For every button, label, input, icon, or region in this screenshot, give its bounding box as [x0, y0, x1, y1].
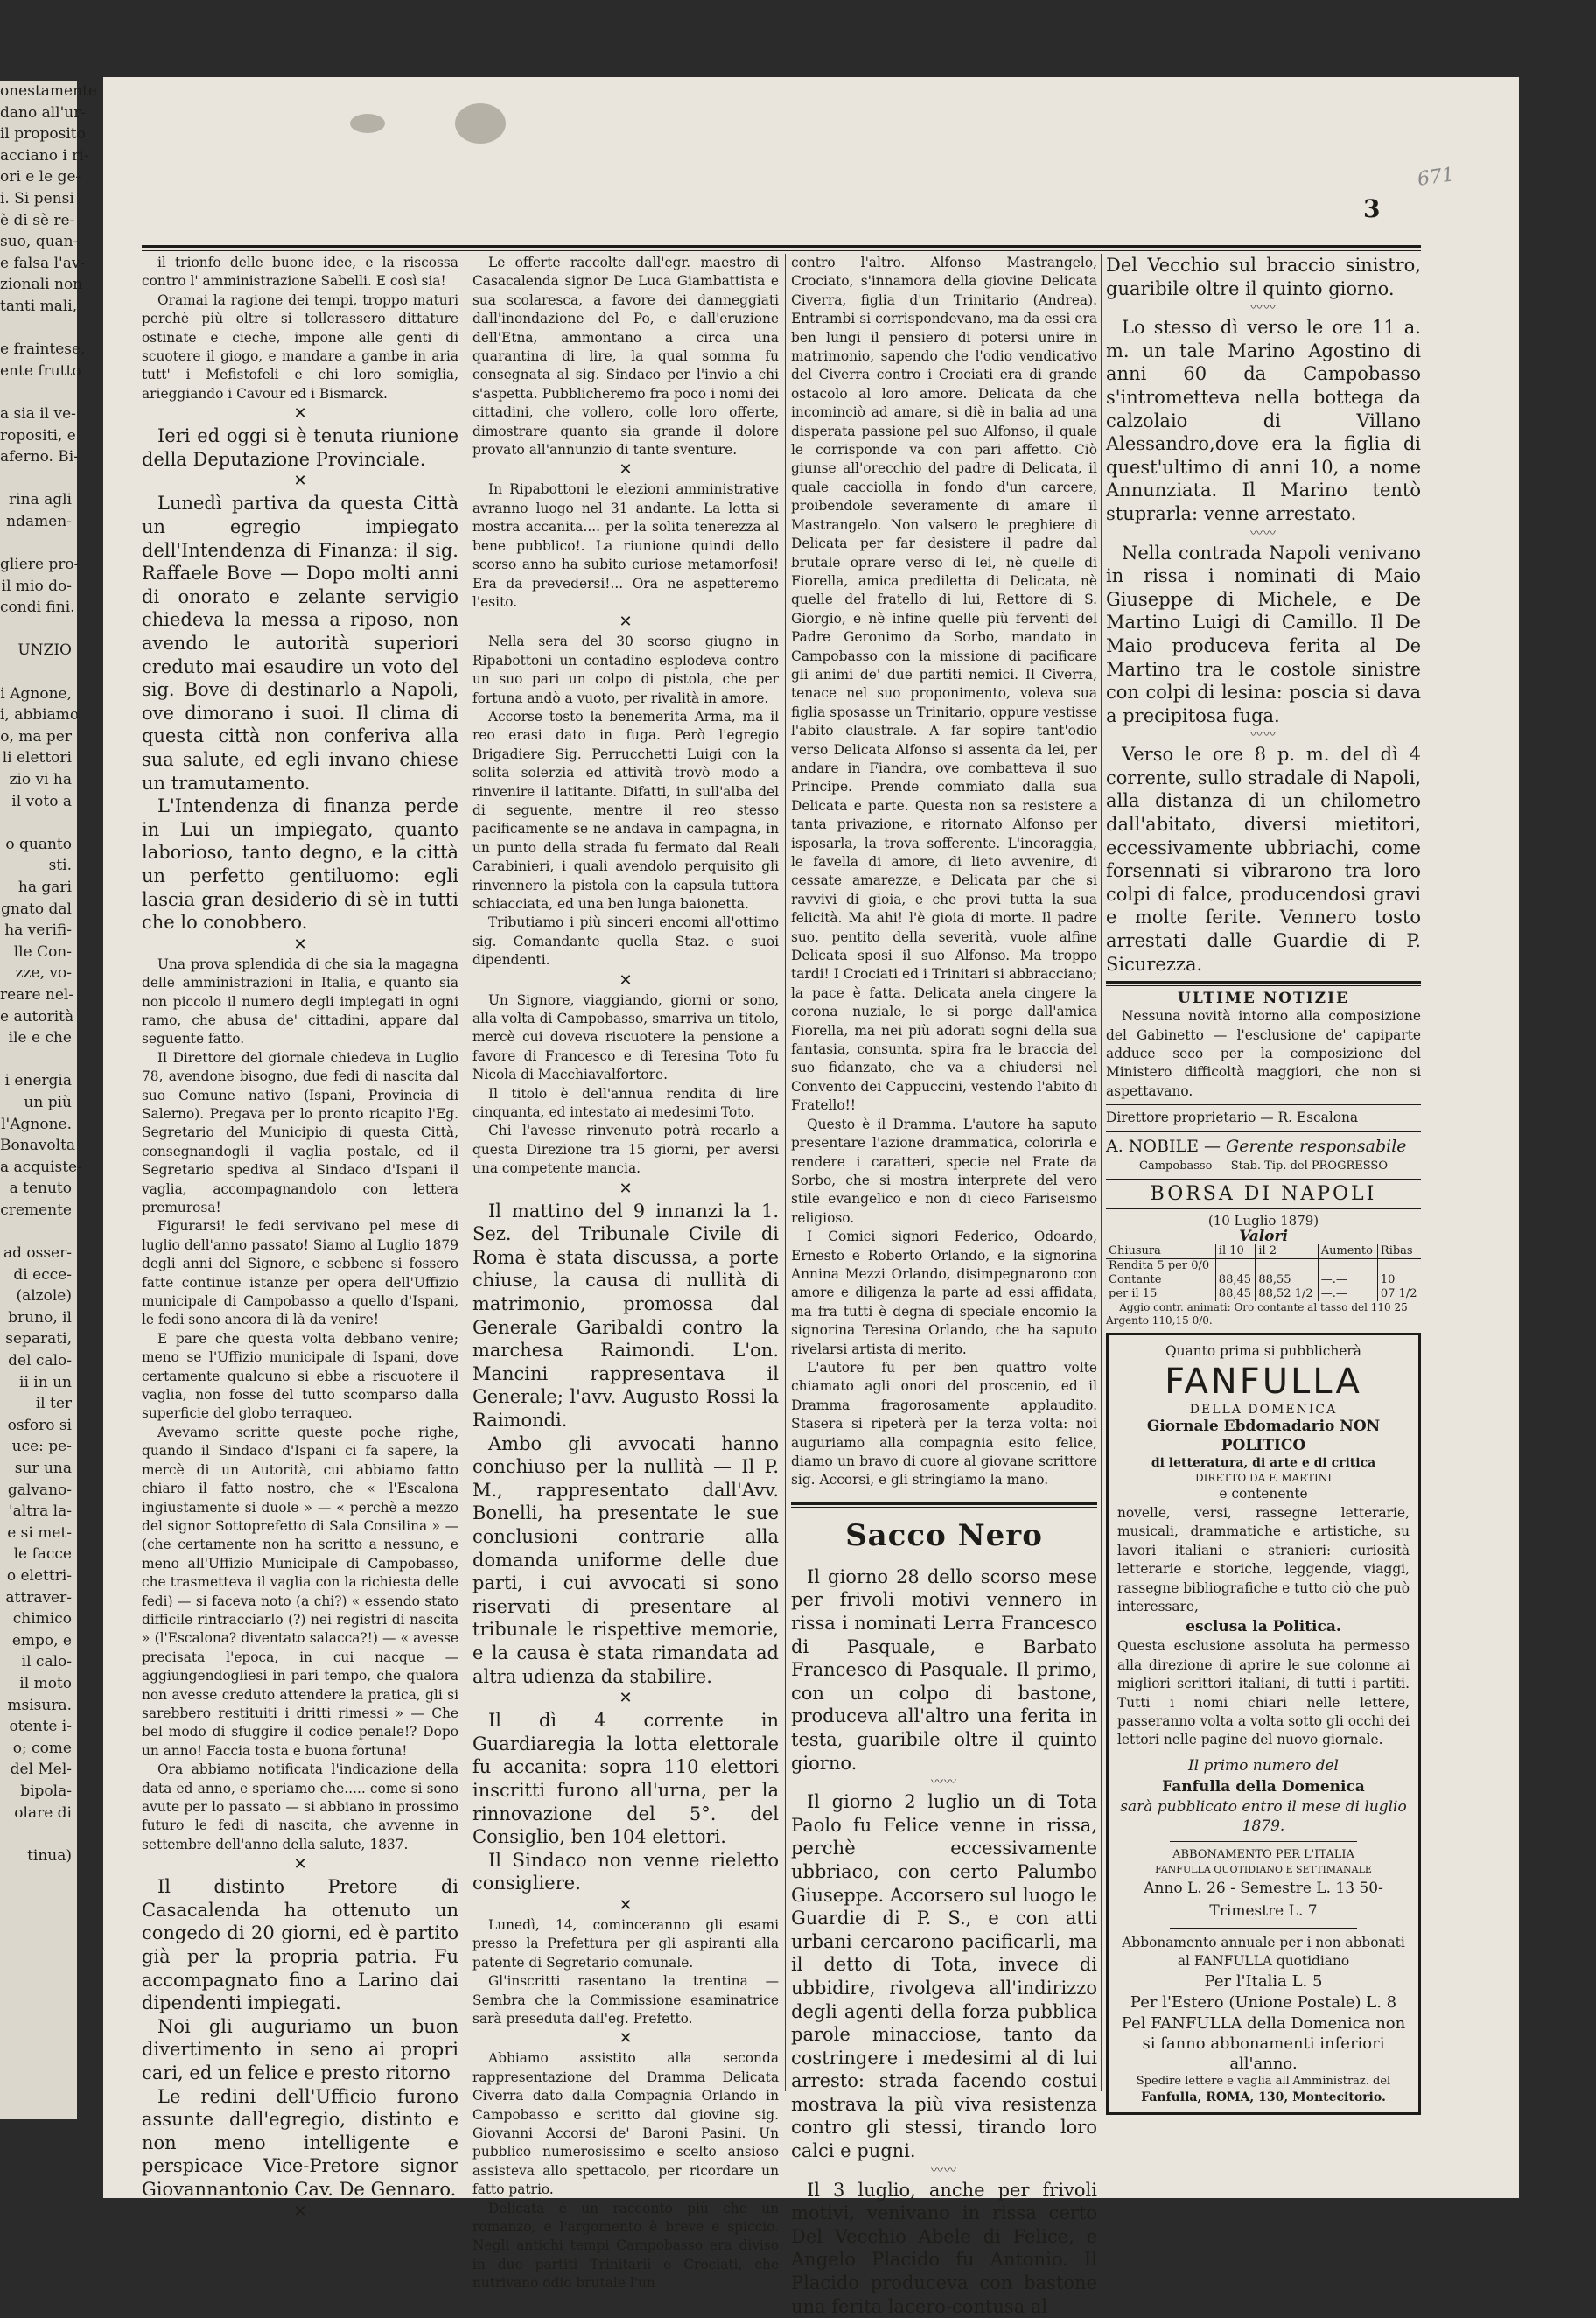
article-paragraph: contro l'altro. Alfonso Mastrangelo, Crociato, s'innamora della giovine Delicata Civerra, figlia d'un Trinitario (Andrea). Entrambi si corrispondevano, ma da essi era ben lungi il pensiero di potersi unire in matrimonio, sapendo che l'odio vendicativo del Civerra contro i Crociati era di grande ostacolo al loro amore. Delicata da che incominciò ad amare, si diè in balia ad una disperata passione pel suo Alfonso, il quale le corrisponde va con pari affetto. Ciò giunse all'orecchio del padre di Delicata, il quale cacciolla in fondo d'un carcere, proibendole severamente di amare il Mastrangelo. Non valsero le preghiere di Delicata per far desistere il padre dal brutale oprare verso di lei, nè quelle di Fiorella, amica prediletta di Delicata, nè quelle del fratello di lui, Rettore di S. Giorgio, e nè infine quelle più ferventi del Padre Geronimo da Sorbo, mandato in Campobasso con la missione di pacificare gli animi de' due partiti nemici. Il Civerra, tenace nel suo proponimento, voleva sua figlia sposasse un Trinitario, oppure vestisse l'abito claustrale. A far sopire tant'odio verso Delicata Alfonso si assenta da lei, per andare in Fiandra, ove combatteva il suo Principe. Prende commiato dalla sua Delicata e parte. Questa non sa resistere a tanta privazione, e ritornato Alfonso per isposarla, la trova sofferente. L'incoraggia, le favella di amore, di lieto avvenire, di cessate amarezze, e Delicata par che si ravvivi di gioia, e che provi tutta la sua felicità. Ma ahi! l'è gioia di morte. Il padre suo, pentito della severità, vuole alfine Delicata sposi il suo Alfonso. Ma troppo tardi! I Crociati ed i Trinitari si abbracciano; la pace è fatta. Delicata anela cingere la corona nuziale, le si porge dall'amica Fiorella, ma nei più adorati sogni della sua fantasia, consunta, spira fra le braccia del suo fidanzato, che va a chiudersi nel Convento dei Cappuccini, vestendo l'abito di Fratello!!: [791, 255, 1097, 1114]
article-paragraph: Questo è il Dramma. L'autore ha saputo presentare l'azione drammatica, colorirla e rendere i caratteri, specie nel Frate da Sorbo, che si mostra interprete del vero stile evangelico e non di cieco Fariseismo religioso.: [791, 1116, 1097, 1226]
aggio-line: Aggio contr. animati: Oro contante al tasso del 110 25: [1119, 1301, 1408, 1314]
separator-cross-icon: ✕: [619, 460, 633, 480]
ad-title: FANFULLA: [1165, 1362, 1362, 1403]
strip-line: rina agli: [9, 491, 72, 509]
column-2: [472, 254, 779, 2293]
column-4: [1106, 254, 1421, 2115]
strip-line: e fraintese,: [0, 340, 86, 359]
strip-line: empo, e: [11, 1631, 72, 1649]
strip-line: i. Si pensi: [0, 189, 74, 207]
strip-line: ha verifi-: [4, 921, 72, 940]
table-cell: [1318, 1259, 1377, 1274]
ad-line: Giornale Ebdomadario NON POLITICO: [1146, 1418, 1381, 1455]
strip-line: uce: pe-: [11, 1438, 72, 1456]
article-paragraph: Nella sera del 30 scorso giugno in Ripabottoni un contadino esplodeva contro un suo pari un colpo di pistola, che per fortuna andò a vuoto, per rivalità in amore.: [472, 634, 779, 706]
strip-line: ropositi, e: [0, 426, 76, 445]
strip-line: [0, 1221, 77, 1243]
rates-table: [1106, 1244, 1421, 1301]
article-paragraph: Un Signore, viaggiando, giorni or sono, alla volta di Campobasso, smarriva un titolo, mercè cui doveva riscuotere la pensione a favore di Francesco e di Teresina Toto fu Nicola di Macchiavalfortore.: [472, 991, 779, 1083]
strip-line: cremente: [0, 1201, 72, 1219]
separator-cross-icon: ✕: [293, 404, 307, 424]
news-title: ULTIME NOTIZIE: [1178, 990, 1349, 1008]
strip-line: Bonavolta: [0, 1137, 76, 1155]
table-cell: 10: [1377, 1273, 1421, 1287]
borsa-date: (10 Luglio 1879): [1208, 1213, 1320, 1229]
strip-line: bruno, il: [8, 1308, 72, 1327]
strip-line: le facce: [13, 1545, 72, 1564]
separator-cross-icon: ✕: [293, 2202, 307, 2221]
strip-line: ad osser-: [3, 1244, 72, 1263]
ad-line: Per l'Estero (Unione Postale) L. 8: [1130, 1992, 1397, 2012]
rule: [1106, 1104, 1421, 1105]
ad-line: DELLA DOMENICA: [1189, 1403, 1338, 1418]
printer-line: Campobasso — Stab. Tip. del PROGRESSO: [1139, 1159, 1388, 1173]
strip-line: aferno. Bi-: [0, 448, 79, 466]
pencil-mark: 671: [1416, 164, 1456, 191]
strip-line: è di sè re-: [0, 211, 75, 229]
ad-line: FANFULLA QUOTIDIANO E SETTIMANALE: [1155, 1863, 1372, 1875]
table-cell: Contante: [1109, 1273, 1162, 1287]
strip-line: del Mel-: [10, 1761, 72, 1779]
article-paragraph: L'autore fu per ben quattro volte chiamato agli onori del proscenio, ed il Dramma fragorosamente applaudito. Stasera si ripeterà per la terza volta: noi auguriamo alla compagnia esito felice, diamo un bravo di cuore al giovane scrittore sig. Accorsi, e gli stringiamo la mano.: [791, 1359, 1097, 1488]
article-paragraph: Tributiamo i più sinceri encomi all'ottimo sig. Comandante quella Staz. e suoi dipendenti.: [472, 914, 779, 969]
ornament-icon: 〰〰: [1250, 301, 1277, 316]
strip-line: bipola-: [20, 1782, 72, 1800]
strip-line: ndamen-: [6, 512, 72, 530]
separator-cross-icon: ✕: [619, 970, 633, 990]
table-row: [1106, 1287, 1421, 1301]
argento-line: Argento 110,15 0/0.: [1106, 1314, 1213, 1327]
ornament-icon: 〰〰: [1250, 728, 1277, 743]
table-cell: —.—: [1318, 1273, 1377, 1287]
strip-line: l'Agnone.: [1, 1115, 72, 1133]
table-cell: —.—: [1318, 1287, 1377, 1301]
article-paragraph: Lunedì partiva da questa Città un egregio impiegato dell'Intendenza di Finanza: il sig. Raffaele Bove — Dopo molti anni di onorato e zelante servigio chiedeva la messa a riposo, non avendo le autorità superiori creduto mai esaudire un voto del sig. Bove di destinarlo a Napoli, ove dimorano i suoi. Il clima di questa città non conferiva alla sua salute, ed egli invano chiese un tramutamento.: [142, 493, 458, 794]
separator-cross-icon: ✕: [619, 2029, 633, 2048]
article-paragraph: Il giorno 2 luglio un di Tota Paolo fu Felice venne in rissa, perchè eccessivamente ubbriaco, con certo Palumbo Giuseppe. Accorsero sul luogo le Guardie di P. S., e con atti urbani cercarono pacificarli, ma il detto di Tota, invece di ubbidire, rivolgeva all'indirizzo degli agenti della forza pubblica parole minacciose, tanto da costringere i medesimi al di lui arresto: strada facendo costui mostrava la più viva resistenza contro gli stessi, tirando loro calci e pugni.: [791, 1791, 1097, 2162]
strip-line: suo, quan-: [0, 233, 79, 251]
article-paragraph: Lunedì, 14, cominceranno gli esami presso la Prefettura per gli aspiranti alla patente di Segretario comunale.: [472, 1916, 779, 1971]
article-paragraph: Delicata è un racconto più che un romanzo, e l'argomento è breve e spiccio. Negli antichi tempi Campobasso era diviso in due partiti Trinitarii e Crociati, che nutrivano odio brutale l'un: [472, 2200, 779, 2292]
strip-line: il ter: [35, 1395, 72, 1413]
strip-line: msisura.: [7, 1696, 72, 1714]
separator-cross-icon: ✕: [293, 935, 307, 954]
stain: [350, 114, 385, 133]
strip-line: (alzole): [16, 1287, 72, 1306]
ad-line: DIRETTO DA F. MARTINI: [1195, 1472, 1332, 1485]
strip-line: gnato dal: [1, 900, 72, 918]
article-paragraph: Il titolo è dell'annua rendita di lire cinquanta, ed intestato ai medesimi Toto.: [472, 1085, 779, 1121]
separator-cross-icon: ✕: [619, 1895, 633, 1915]
article-paragraph: Il Direttore del giornale chiedeva in Luglio 78, avendone bisogno, due fedi di nascita dal suo Comune nativo (Ispani, Provincia di Salerno). Pregava per lo pronto ricapito l'Eg. Segretario del Municipio di questa Città, consegnandogli il vaglia postale, ed il Segretario spediva al Sindaco d'Ispani il vaglia, accompagnandolo con lettera premurosa!: [142, 1049, 458, 1215]
ornament-icon: 〰〰: [1250, 526, 1277, 541]
ad-line: Abbonamento annuale per i non abbonati al FANFULLA quotidiano: [1122, 1934, 1405, 1970]
table-header-row: [1106, 1244, 1421, 1259]
ad-line: Pel FANFULLA della Domenica non si fanno abbonamenti inferiori all'anno.: [1121, 2013, 1406, 2073]
table-header: Ribas: [1377, 1244, 1421, 1259]
strip-line: UNZIO: [18, 641, 72, 660]
strip-line: tanti mali,: [0, 297, 78, 315]
previous-page-strip: [0, 81, 97, 2119]
column-1: [142, 254, 458, 2223]
section-rule: [791, 1502, 1097, 1508]
article-paragraph: Figurarsi! le fedi servivano pel mese di luglio dell'anno passato! Siamo al Luglio 1879 degli anni del Signore, e sebbene si fossero fatte continue istanze per opera dell'Uffizio municipale di Campobasso a quello d'Ispani, le fedi sono ancora di là da venire!: [142, 1218, 458, 1328]
strip-line: lle Con-: [13, 942, 72, 961]
strip-line: onestamente: [0, 82, 97, 100]
ad-line: Quanto prima si pubblicherà: [1166, 1343, 1362, 1360]
table-cell: 88,55: [1256, 1273, 1318, 1287]
strip-line: o, ma per: [0, 727, 72, 746]
rule: [1170, 1841, 1357, 1842]
strip-line: del calo-: [8, 1352, 72, 1370]
strip-line: [0, 532, 77, 554]
strip-line: galvano-: [7, 1481, 72, 1499]
article-paragraph: Una prova splendida di che sia la magagna delle amministrazioni in Italia, e quanto sia non piccolo il numero degli impiegati in ogni ramo, che abusa de' cittadini, appare dal seguente fatto.: [142, 956, 458, 1047]
fanfulla-advertisement: [1106, 1333, 1421, 2115]
ad-line: novelle, versi, rassegne letterarie, musicali, drammatiche e artistiche, su lavori italiani e stranieri: curiosità letterarie e storiche, leggende, viaggi, rassegne bibliografiche e tutto ciò che può interessare,: [1117, 1504, 1410, 1614]
article-paragraph: Il distinto Pretore di Casacalenda ha ottenuto un congedo di 20 giorni, ed è partito già per la propria patria. Fu accompagnato fino a Larino dai dipendenti impiegati.: [142, 1876, 458, 2014]
strip-line: sti.: [48, 857, 72, 875]
strip-line: e autorità: [0, 1007, 74, 1026]
strip-line: osforo si: [7, 1416, 72, 1434]
manager-name: A. NOBILE: [1106, 1136, 1199, 1156]
table-cell: [1377, 1259, 1421, 1274]
strip-line: un più: [24, 1093, 72, 1111]
ad-line: e contenente: [1219, 1486, 1308, 1502]
strip-line: i, abbiamo: [0, 706, 80, 725]
ad-line: Fanfulla della Domenica: [1162, 1777, 1365, 1796]
column-rule: [465, 254, 466, 2091]
ad-line: ABBONAMENTO PER L'ITALIA: [1172, 1847, 1354, 1861]
column-3: [791, 254, 1097, 2318]
ad-line: Fanfulla, ROMA, 130, Montecitorio.: [1141, 2090, 1386, 2104]
separator-cross-icon: ✕: [293, 1855, 307, 1874]
table-cell: per il 15: [1109, 1287, 1158, 1301]
section-title: Sacco Nero: [845, 1517, 1043, 1553]
strip-line: gliere pro-: [0, 556, 80, 574]
table-cell: 88,45: [1215, 1273, 1256, 1287]
strip-line: i Agnone,: [0, 684, 72, 703]
separator-cross-icon: ✕: [619, 613, 633, 632]
table-cell: [1256, 1259, 1318, 1274]
strip-line: [0, 1824, 77, 1845]
strip-line: o elettri-: [6, 1566, 72, 1585]
article-paragraph: Le offerte raccolte dall'egr. maestro di Casacalenda signor De Luca Giambattista e sua scolaresca, a favore dei danneggiati dall'inondazione del Po, e dall'eruzione dell'Etna, ammontano a circa una quarantina di lire, la qual somma fu consegnata al sig. Sindaco per l'invio a chi s'aspetta. Pubblicheremo fra poco i nomi dei cittadini, che vollero, colle loro offerte, dimostrare quanto sia grande il dolore provato all'annunzio di tante sventure.: [472, 255, 779, 459]
table-cell: 88,52 1/2: [1256, 1287, 1318, 1301]
strip-line: separati,: [5, 1330, 72, 1348]
article-paragraph: Accorse tosto la benemerita Arma, ma il reo erasi dato in fuga. Però l'egregio Brigadiere Sig. Perrucchetti Luigi con la solita solerzia ed attività trovò modo a rinvenire il latitante. Difatti, in sull'alba del di seguente, mentre il reo stesso pacificamente se ne andava in campagna, in un punto della strada fu fermato dal Reali Carabinieri, i quali avendolo perquisito gli rinvennero la pistola con la capsula tuttora schiacciata, ed una ben lunga baionetta.: [472, 708, 779, 912]
strip-line: ente frutto: [0, 361, 81, 380]
strip-line: [0, 468, 77, 490]
ad-line: sarà pubblicato entro il mese di luglio 1879.: [1120, 1797, 1407, 1835]
article-paragraph: Ieri ed oggi si è tenuta riunione della Deputazione Provinciale.: [142, 425, 458, 470]
article-paragraph: Il giorno 28 dello scorso mese per frivoli motivi vennero in rissa i nominati Lerra Francesco di Pasquale, e Barbato Francesco di Pasquale. Il primo, con un colpo di bastone, produceva all'altro una ferita in testa, guaribile oltre il quinto giorno.: [791, 1565, 1097, 1774]
article-paragraph: Ora abbiamo notificata l'indicazione della data ed anno, e speriamo che..... come si sono avute per lo passato — si abbiano in prossimo futuro le fedi di nascita, che avvenne in settembre dell'anno della salute, 1837.: [142, 1761, 458, 1852]
table-header: il 10: [1215, 1244, 1256, 1259]
manager-line: [1106, 1136, 1421, 1157]
strip-line: olare di: [14, 1803, 72, 1822]
strip-line: di ecce-: [13, 1265, 72, 1284]
table-header: Aumento: [1318, 1244, 1377, 1259]
rule: [1106, 1208, 1421, 1209]
article-paragraph: Chi l'avesse rinvenuto potrà recarlo a questa Direzione tra 15 giorni, per aversi una competente mancia.: [472, 1123, 779, 1177]
ad-line: Questa esclusione assoluta ha permesso alla direzione di aprire le sue colonne ai migliori scrittori italiani, di tutti i partiti. Tutti i nomi chiari nelle lettere, passeranno volta a volta sotto gli occhi dei lettori nelle pagine del nuovo giornale.: [1117, 1638, 1410, 1748]
table-header: Chiusura: [1106, 1244, 1215, 1259]
article-paragraph: il trionfo delle buone idee, e la riscossa contro l' amministrazione Sabelli. E così sia!: [142, 255, 458, 290]
article-paragraph: I Comici signori Federico, Odoardo, Ernesto e Roberto Orlando, e la signorina Annina Mezzi Orlando, disimpegnarono con amore e diligenza la parte ad essi affidata, ma fra tutti è degna di speciale encomio la signorina Teresina Orlando, che ha saputo rivelarsi artista di merito.: [791, 1229, 1097, 1357]
article-paragraph: Le redini dell'Ufficio furono assunte dall'egregio, distinto e non meno intelligente e perspicace Vice-Pretore signor Giovannantonio Cav. De Gennaro.: [142, 2085, 458, 2200]
strip-line: il calo-: [21, 1653, 72, 1671]
strip-line: il proposito: [0, 125, 86, 144]
strip-line: sur una: [14, 1460, 72, 1477]
strip-line: ile e che: [8, 1029, 72, 1047]
page-number: 3: [1363, 194, 1381, 223]
rule: [1106, 1131, 1421, 1132]
strip-line: condi fini.: [0, 599, 75, 617]
article-paragraph: L'Intendenza di finanza perde in Lui un impiegato, quanto laborioso, tanto degno, e la città un perfetto gentiluomo: egli lascia gran desiderio di sè in tutti che lo conobbero.: [142, 795, 458, 934]
ad-line: Spedire lettere e vaglia all'Amministraz. del: [1136, 2074, 1391, 2088]
rule: [1170, 1928, 1357, 1929]
separator-cross-icon: ✕: [293, 472, 307, 491]
strip-line: ori e le ge-: [0, 168, 81, 186]
article-paragraph: Il 3 luglio, anche per frivoli motivi, venivano in rissa certo Del Vecchio Abele di Felice, e Angelo Placido fu Antonio. Il Placido produceva con bastone una ferita lacero-contusa al: [791, 2179, 1097, 2317]
article-paragraph: Il Sindaco non venne rieletto consigliere.: [472, 1849, 779, 1894]
strip-line: il moto: [19, 1674, 72, 1692]
ornament-icon: 〰〰: [931, 1775, 957, 1790]
article-paragraph: Nella contrada Napoli venivano in rissa i nominati di Maio Giuseppe di Michele, e De Martino Luigi di Camillo. Il De Maio produceva ferita al De Martino tra le costole sinistre con colpi di lesina: poscia si dava a precipitosa fuga.: [1106, 542, 1421, 726]
strip-line: e falsa l'av-: [0, 254, 86, 272]
article-paragraph: Verso le ore 8 p. m. del dì 4 corrente, sullo stradale di Napoli, alla distanza di un chilometro dall'abitato, diversi mietitori, eccessivamente ubbriachi, come forsennati si vibrarono tra loro colpi di falce, producendosi gravi e molte ferite. Vennero tosto arrestati dalle Guardie di P. Sicurezza.: [1106, 744, 1421, 975]
strip-line: tinua): [27, 1846, 72, 1865]
article-paragraph: In Ripabottoni le elezioni amministrative avranno luogo nel 31 andante. La lotta si mostra accanita.... per la solita tenerezza al bene pubblico!. La riunione quindi dello scorso anno ha subito curiose metamorfosi! Era da prevedersi!... Ora ne aspetteremo l'esito.: [472, 481, 779, 610]
news-paragraph: Nessuna novità intorno alla composizione del Gabinetto — l'esclusione de' capiparte adduce seco per la composizione del Ministero difficoltà maggiori, che non si aspettavano.: [1106, 1008, 1421, 1099]
valori-label: Valori: [1239, 1228, 1288, 1246]
table-cell: [1215, 1259, 1256, 1274]
strip-line: a sia il ve-: [0, 404, 76, 423]
ad-line: di letteratura, di arte e di critica: [1151, 1456, 1376, 1471]
table-cell: Rendita 5 per 0/0: [1109, 1259, 1210, 1273]
ad-line: esclusa la Politica.: [1186, 1618, 1341, 1636]
separator-cross-icon: ✕: [619, 1179, 633, 1198]
strip-line: li elettori: [2, 749, 72, 767]
strip-line: a tenuto: [9, 1180, 72, 1198]
strip-line: zze, vo-: [15, 964, 72, 983]
table-header: il 2: [1256, 1244, 1318, 1259]
strip-line: attraver-: [5, 1588, 72, 1607]
article-paragraph: Abbiamo assistito alla seconda rappresentazione del Dramma Delicata Civerra dato dalla Compagnia Orlando in Campobasso e scritto dal giovine sig. Giovanni Accorsi de' Baroni Pasini. Un pubblico numerosissimo e scelto ansioso assisteva allo spettacolo, per ricordare un fatto patrio.: [472, 2050, 779, 2198]
strip-line: ha gari: [18, 878, 72, 896]
ad-line: Per l'Italia L. 5: [1204, 1971, 1323, 1991]
strip-line: i energia: [4, 1072, 72, 1090]
article-paragraph: Del Vecchio sul braccio sinistro, guaribile oltre il quinto giorno.: [1106, 255, 1421, 299]
article-paragraph: Noi gli auguriamo un buon divertimento in seno ai propri cari, ed un felice e presto ritorno: [142, 2015, 458, 2083]
strip-line: [0, 1049, 77, 1071]
strip-line: [0, 662, 77, 683]
director-line: Direttore proprietario — R. Escalona: [1106, 1110, 1359, 1126]
ornament-icon: 〰〰: [931, 2163, 957, 2178]
strip-line: a acquiste-: [0, 1158, 82, 1176]
strip-line: e si met-: [7, 1523, 72, 1542]
strip-line: zio vi ha: [9, 771, 72, 788]
stain: [455, 103, 506, 144]
table-cell: 88,45: [1215, 1287, 1256, 1301]
rule: [1106, 1179, 1421, 1180]
strip-line: [0, 382, 77, 403]
article-paragraph: Il mattino del 9 innanzi la 1. Sez. del Tribunale Civile di Roma è stata discussa, a porte chiuse, la causa di nullità di matrimonio, promossa dal Generale Garibaldi contro la marchesa Raimondi. L'on. Mancini rappresentava il Generale; l'avv. Augusto Rossi la Raimondi.: [472, 1200, 779, 1432]
article-paragraph: Oramai la ragione dei tempi, troppo maturi perchè più oltre si tollerassero dittature ostinate e cieche, impone alle genti di scuotere il giogo, e mandare a gambe in aria tutt' i Mefistofeli e chi loro somiglia, arieggiando i Cavour ed i Bismarck.: [142, 291, 458, 402]
article-paragraph: Il dì 4 corrente in Guardiaregia la lotta elettorale fu accanita: sopra 110 elettori inscritti furono all'urna, per la rinnovazione del 5°. del Consiglio, ben 104 elettori.: [472, 1710, 779, 1848]
strip-line: acciano i ri-: [0, 146, 89, 165]
strip-line: 'altra la-: [8, 1502, 72, 1521]
strip-line: dano all'ur-: [0, 103, 87, 122]
strip-line: [0, 619, 77, 641]
table-cell: 07 1/2: [1377, 1287, 1421, 1301]
table-row: [1106, 1259, 1421, 1274]
section-rule: [1106, 981, 1421, 986]
table-row: [1106, 1273, 1421, 1287]
strip-line: chimico: [12, 1610, 72, 1628]
strip-line: o quanto: [5, 835, 72, 853]
ad-line: Il primo numero del: [1188, 1756, 1339, 1775]
strip-line: zionali non: [0, 276, 83, 294]
strip-line: [0, 812, 77, 834]
borsa-title: BORSA DI NAPOLI: [1150, 1183, 1377, 1206]
strip-line: ii in un: [19, 1373, 72, 1391]
article-paragraph: E pare che questa volta debbano venire; meno se l'Uffizio municipale di Ispani, dove certamente qualcuno si ebbe a riscuotere il vaglia, non fosse del tutto scomparso dalla superficie del globo terraqueo.: [142, 1330, 458, 1422]
ad-line: Anno L. 26 - Semestre L. 13 50- Trimestre L. 7: [1144, 1879, 1383, 1920]
column-rule: [1101, 254, 1102, 2091]
article-paragraph: Avevamo scritte queste poche righe, quando il Sindaco d'Ispani ci fa sapere, la mercè di un Autorità, cui abbiamo fatto chiaro il fatto nostro, che « l'Escalona ingiustamente si duole » — « perchè a mezzo del signor Sottoprefetto di Sala Consilina » — (che certamente non ha scritto a nessuno, e meno all'Uffizio Municipale di Campobasso, che trasmetteva il vaglia con la richiesta delle fedi) — si faceva noto (a chi?) « essendo stato difficile rintracciarlo (?) nei registri di nascita » (l'Escalona? diventato salacca?!) — « avesse precisata l'epoca, in cui nacque — aggiungendogliesi in pari tempo, che qualora non avesse creduto attendere la pratica, gli si sarebbero restituiti i dritti rimessi » — Che bel modo di sfuggire il codice penale!? Dopo un anno! Faccia tosta e buona fortuna!: [142, 1424, 458, 1759]
manager-role: — Gerente responsabile: [1204, 1136, 1407, 1156]
separator-cross-icon: ✕: [619, 1689, 633, 1708]
strip-line: o; come: [12, 1739, 72, 1757]
top-rule: [142, 245, 1421, 251]
article-paragraph: Lo stesso dì verso le ore 11 a. m. un tale Marino Agostino di anni 60 da Campobasso s'intrometteva nella bottega da calzolaio di Villano Alessandro,dove era la figlia di quest'ultimo di anni 10, a nome Annunziata. Il Marino tentò stuprarla: venne arrestato.: [1106, 317, 1421, 524]
article-paragraph: Ambo gli avvocati hanno conchiuso per la nullità — Il P. M., rappresentato dall'Avv. Bonelli, ha presentate le sue conclusioni contrarie alla domanda uniforme delle due parti, i cui avvocati si sono riservati di presentare al tribunale le rispettive memorie, e la causa è stata rimandata ad altra udienza da stabilire.: [472, 1432, 779, 1687]
strip-line: [0, 318, 77, 340]
strip-line: reare nel-: [0, 985, 74, 1004]
strip-line: il voto a: [11, 792, 72, 810]
strip-line: otente i-: [9, 1718, 72, 1736]
article-paragraph: Gl'inscritti rasentano la trentina — Sembra che la Commissione esaminatrice sarà preseduta dall'eg. Prefetto.: [472, 1973, 779, 2027]
column-rule: [785, 254, 786, 2091]
strip-line: il mio do-: [1, 577, 72, 595]
